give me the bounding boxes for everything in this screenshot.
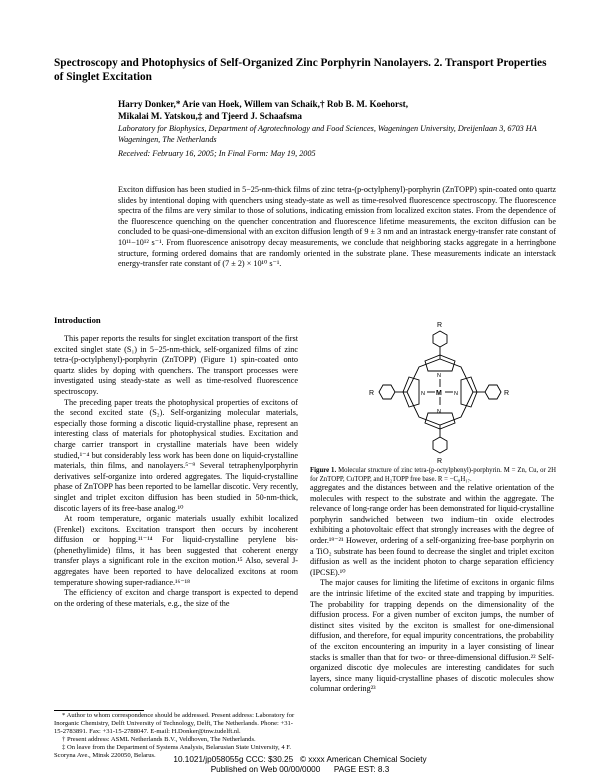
affiliation: Laboratory for Biophysics, Department of Agrotechnology and Food Sciences, Wageningen University, Dreijenlaan 3, 6703 HA Wageningen, The Netherlands (118, 124, 537, 144)
right-column-text (310, 483, 554, 695)
figure-caption-text: Molecular structure of zinc tetra-(p-octylphenyl)-porphyrin. M = Zn, Cu, or 2H for ZnTOPP, CuTOPP, and H₂TOPP free base. R = −C₈H₁₇. (310, 467, 556, 483)
footnote: ‡ On leave from the Department of Systems Analysis, Belarusian State University, 4 F. Scoryna Ave., Minsk 220050, Belarus. (54, 744, 292, 760)
footnotes (54, 712, 298, 761)
doi-copyright-line: 10.1021/jp058055g CCC: $30.25 © xxxx American Chemical Society (173, 755, 427, 764)
nitrogen-label: N (421, 391, 425, 397)
footnote: * Author to whom correspondence should be addressed. Present address: Laboratory for Inorganic Chemistry, Delft University of Technology, Delft, The Netherlands. Phone: +31-15-2783891. Fax: +31-15-2788047. E-mail: H.Donker@tnw.tudelft.nl. (54, 712, 295, 736)
porphyrin-structure-figure (365, 317, 515, 467)
figure-caption (310, 467, 556, 484)
paragraph: aggregates and the distances between and the relative orientation of the molecules with respect to the substrate and within the aggregate. The relevance of long-range order has been demonstrated for liquid-crystalline porphyrin sandwiched between two indium−tin oxide electrodes exhibiting a photovoltaic effect that strongly increases with the degree of order.¹⁹⁻²¹ However, ordering of a self-organizing free-base porphyrin on a TiO₂ substrate has been found to decrease the singlet and triplet exciton diffusion as well as the incident photon to charge separation efficiency (IPCSE).¹⁰ (310, 483, 554, 577)
footnote-divider (54, 710, 144, 711)
section-heading-introduction: Introduction (54, 315, 101, 325)
r-label-right: R (504, 390, 510, 397)
r-label-left: R (369, 390, 375, 397)
author-line: Mikalai M. Yatskou,‡ and Tjeerd J. Schaafsma (118, 111, 303, 121)
author-list (118, 98, 558, 122)
paragraph: The efficiency of exciton and charge transport is expected to depend on the ordering of these materials, e.g., the size of the (54, 588, 298, 608)
page-footer (0, 755, 600, 775)
paragraph: This paper reports the results for singlet excitation transport of the first excited singlet state (S₁) in 5−25-nm-thick, self-organized films of zinc tetra-(p-octylphenyl)-porphyrin (ZnTOPP) (Figure 1) spin-coated onto quartz slides by doping with quenchers. The transport processes were investigated using steady-state as well as time-resolved fluorescence spectroscopy. (54, 334, 298, 396)
publication-line: Published on Web 00/00/0000 PAGE EST: 8.3 (210, 765, 390, 774)
article-title: Spectroscopy and Photophysics of Self-Organized Zinc Porphyrin Nanolayers. 2. Transport Properties of Singlet Excitation (54, 57, 547, 83)
footnote: † Present address: ASML Netherlands B.V., Veldhoven, The Netherlands. (62, 736, 256, 744)
nitrogen-label: N (437, 409, 441, 415)
nitrogen-label: N (454, 391, 458, 397)
nitrogen-label: N (437, 373, 441, 379)
paragraph: The preceding paper treats the photophysical properties of excitons of the second excited state (S₂). Self-organizing molecular materials, especially those forming a discotic liquid-crystalline phase, represent an interesting class of materials for photophysical studies. Excitation and charge carrier transport in crystalline materials have been widely studied,¹⁻⁴ but considerably less work has been done on liquid-crystalline materials, thin films, and nanolayers.⁵⁻⁹ Several tetraphenylporphyrin derivatives self-organize into ordered aggregates. The liquid-crystalline phase of ZnTOPP has been reported to be lamellar discotic. Very recently, singlet and triplet exciton diffusion has been studied in 50-nm-thick, discotic layers of its free-base analog.¹⁰ (54, 397, 298, 513)
abstract: Exciton diffusion has been studied in 5−25-nm-thick films of zinc tetra-(p-octylphenyl)-porphyrin (ZnTOPP) spin-coated onto quartz slides by intentional doping with quenchers using steady-state as well as time-resolved fluorescence spectroscopy. The fluorescence spectra of the films are very similar to those of solutions, indicating emission from localized exciton states. From the dependence of the fluorescence quenching on the quencher concentration and fluorescence lifetime measurements, the exciton diffusion can be concluded to be quasi-one-dimensional with an exciton diffusion length of 9 ± 3 nm and an intrastack energy-transfer rate constant of 10¹¹−10¹² s⁻¹. From fluorescence anisotropy decay measurements, we conclude that neighboring stacks aggregate in a herringbone structure, forming ordered domains that are randomly oriented in the substrate plane. These measurements indicate an interstack energy-transfer rate constant of (7 ± 2) × 10¹⁰ s⁻¹. (118, 185, 556, 269)
author-line: Harry Donker,* Arie van Hoek, Willem van Schaik,† Rob B. M. Koehorst, (118, 99, 409, 109)
metal-label: M (436, 390, 442, 397)
paragraph: The major causes for limiting the lifetime of excitons in organic films are the intrinsic lifetime of the excited state and trapping by impurities. The probability for trapping depends on the dimensionality of the diffusion process. For a given number of exciton jumps, the number of distinct sites visited by the exciton is smallest for one-dimensional diffusion, and therefore, for equal impurity concentrations, the probability of the exciton encountering an impurity in a layer consisting of linear stacks is smaller than that for two- or three-dimensional diffusion.²² Self-organized discotic dye molecules are interesting candidates for such layers, since many liquid-crystalline phases of discotic molecules show columnar ordering²³ (310, 578, 554, 694)
r-label-bottom: R (437, 458, 443, 465)
left-column-text (54, 334, 298, 609)
figure-caption-label: Figure 1. (310, 467, 337, 474)
r-label-top: R (437, 322, 443, 329)
paragraph: At room temperature, organic materials usually exhibit localized (Frenkel) excitons. Excitation transport then occurs by incoherent diffusion or hopping.¹¹⁻¹⁴ For liquid-crystalline perylene bis-(phenethylimide) films, it has been suggested that coherent energy transfer plays a significant role in the exciton motion.¹⁵ Also, several J-aggregates have been reported to have delocalized excitons at room temperature showing super-radiance.¹⁶⁻¹⁸ (54, 514, 298, 587)
received-dates: Received: February 16, 2005; In Final Form: May 19, 2005 (118, 149, 316, 158)
